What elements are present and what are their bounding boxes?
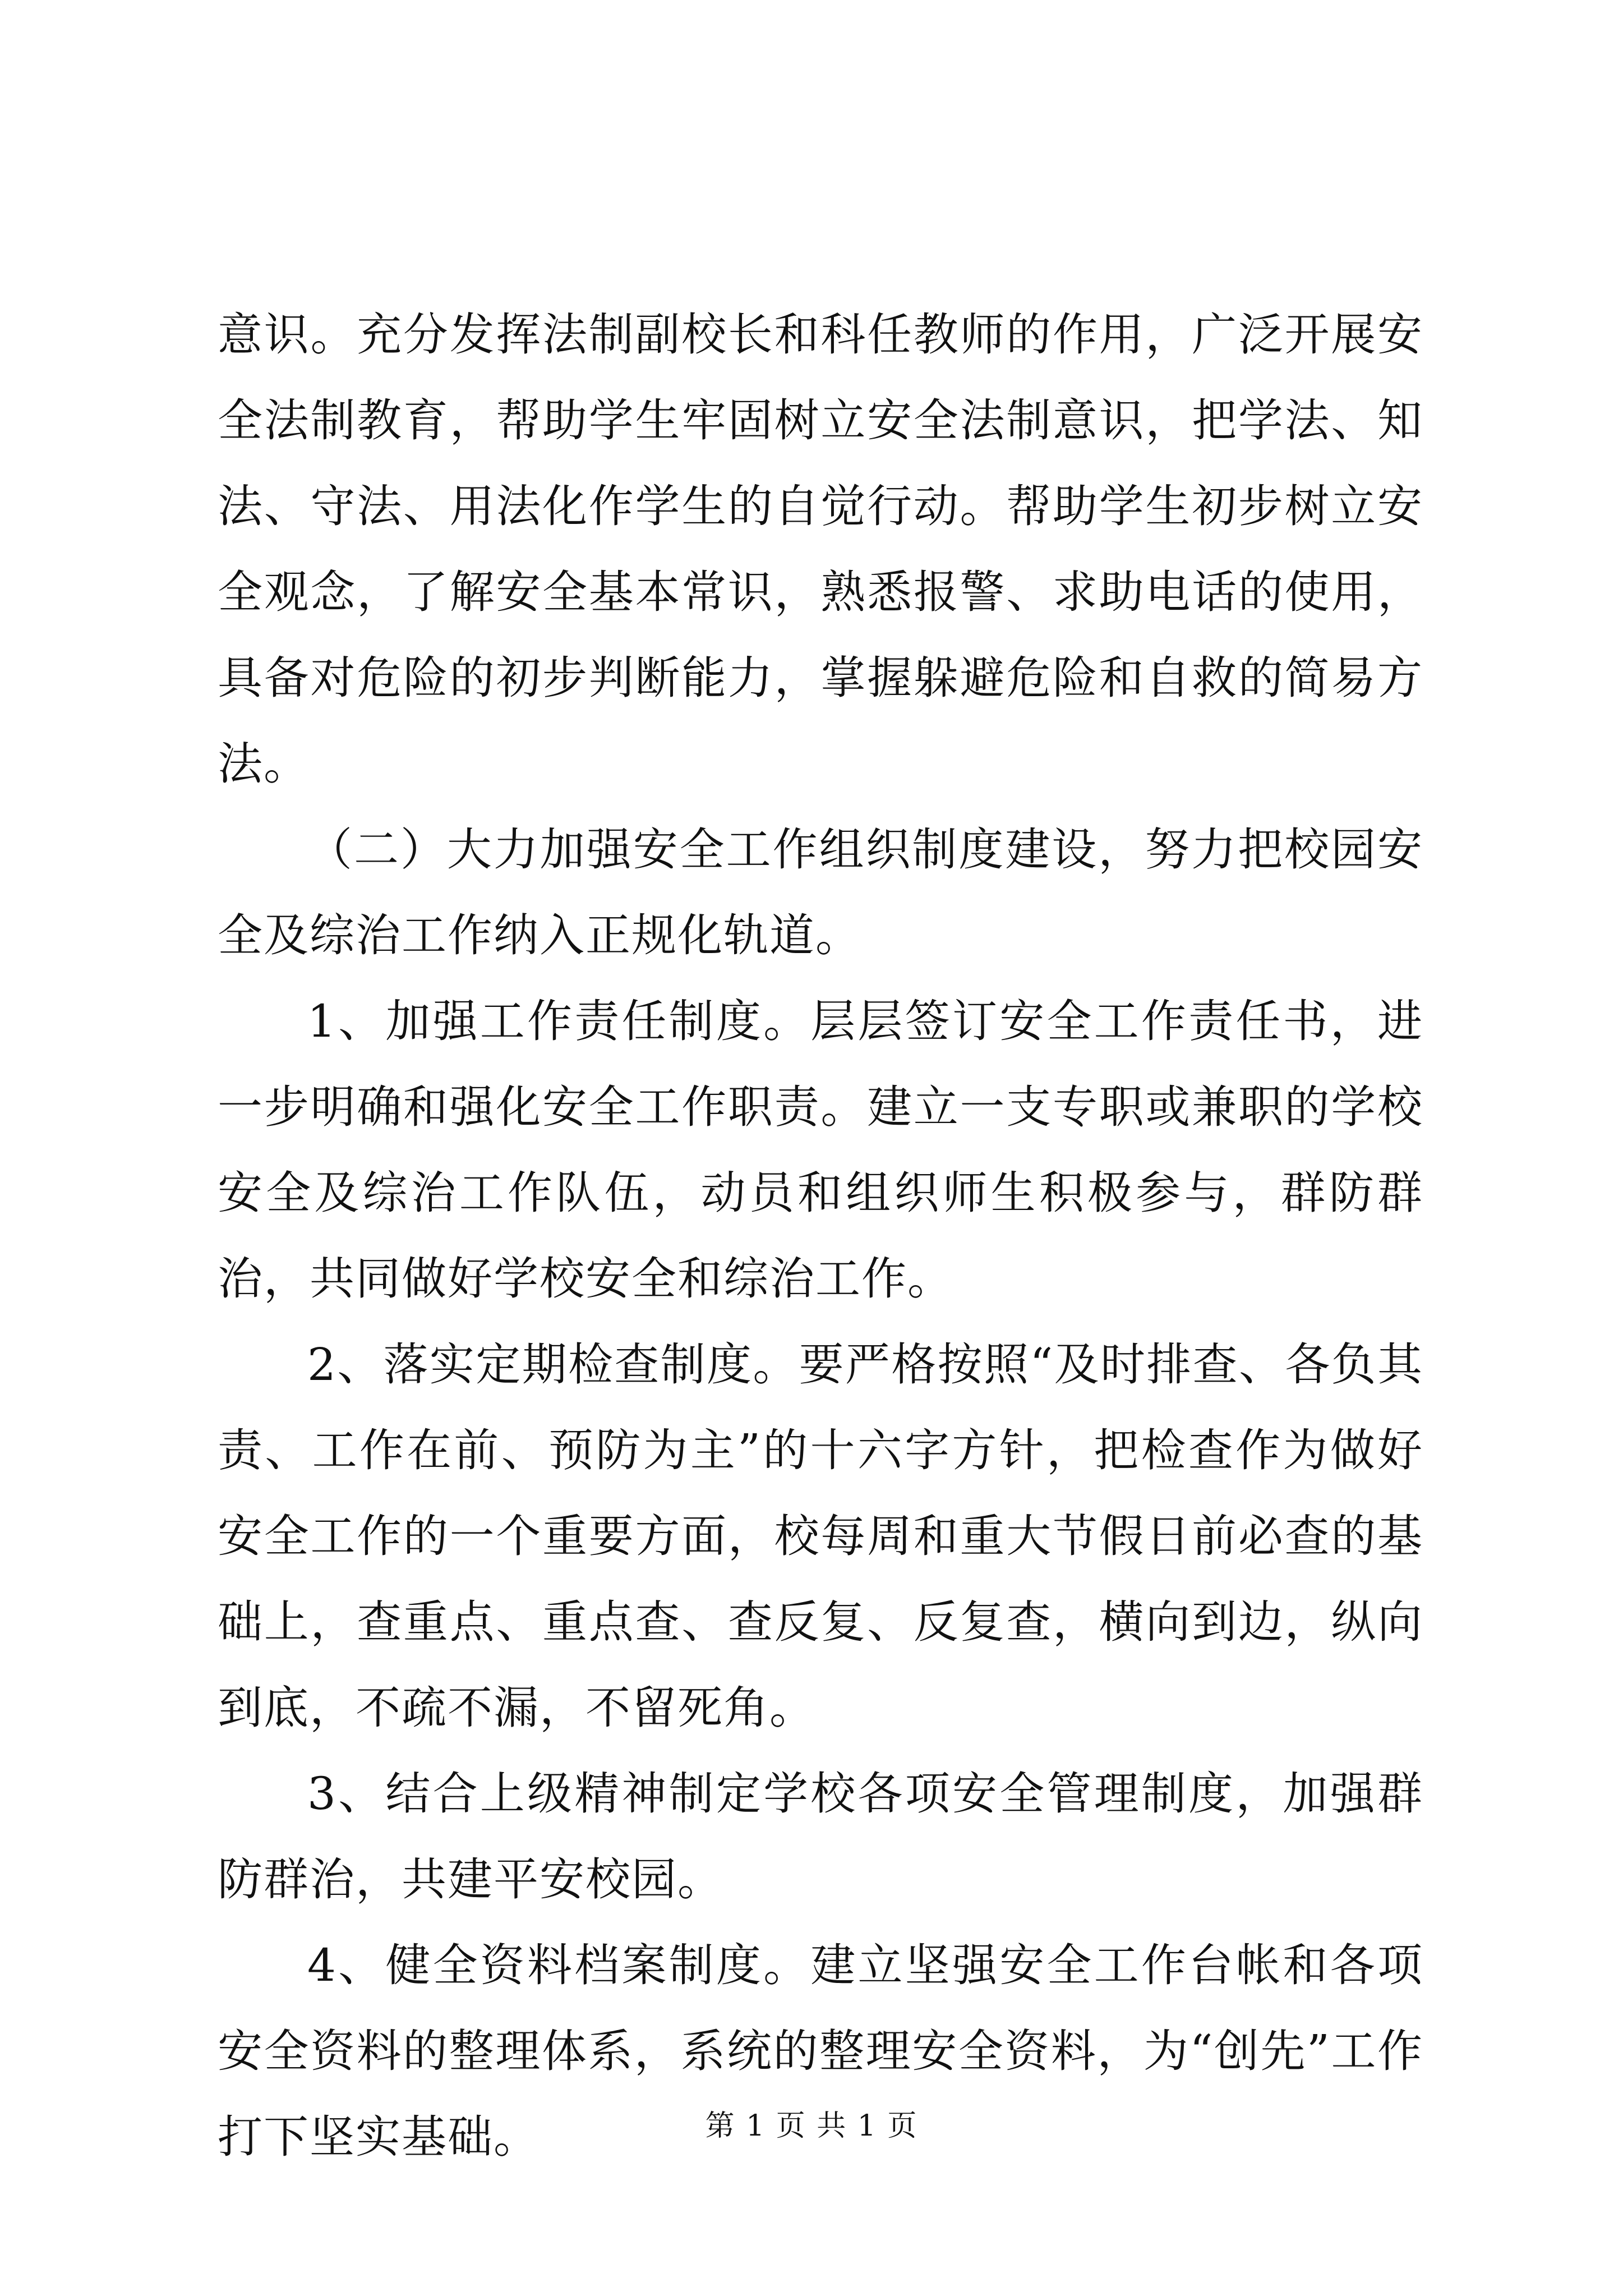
paragraph-item-3: 3、结合上级精神制定学校各项安全管理制度，加强群防群治，共建平安校园。 — [218, 1768, 1423, 1906]
paragraph-item-1: 1、加强工作责任制度。层层签订安全工作责任书，进一步明确和强化安全工作职责。建立一支专职或兼职的学校安全及综治工作队伍，动员和组织师生积极参与，群防群治，共同做好学校安全和综治工作。 — [218, 995, 1423, 1305]
section-heading-2: （二）大力加强安全工作组织制度建设，努力把校园安全及综治工作纳入正规化轨道。 — [218, 823, 1423, 961]
paragraph-item-4: 4、健全资料档案制度。建立坚强安全工作台帐和各项安全资料的整理体系，系统的整理安全资料，为“创先”工作打下坚实基础。 — [218, 1939, 1423, 2163]
page-number-footer: 第 1 页 共 1 页 — [705, 2109, 918, 2143]
paragraph-continuation: 意识。充分发挥法制副校长和科任教师的作用，广泛开展安全法制教育，帮助学生牢固树立安全法制意识，把学法、知法、守法、用法化作学生的自觉行动。帮助学生初步树立安全观念，了解安全基本常识，熟悉报警、求助电话的使用，具备对危险的初步判断能力，掌握躲避危险和自救的简易方法。 — [218, 309, 1423, 790]
paragraph-item-2: 2、落实定期检查制度。要严格按照“及时排查、各负其责、工作在前、预防为主”的十六字方针，把检查作为做好安全工作的一个重要方面，校每周和重大节假日前必查的基础上，查重点、重点查、查反复、反复查，横向到边，纵向到底，不疏不漏，不留死角。 — [218, 1338, 1423, 1734]
document-body — [218, 292, 1423, 2180]
